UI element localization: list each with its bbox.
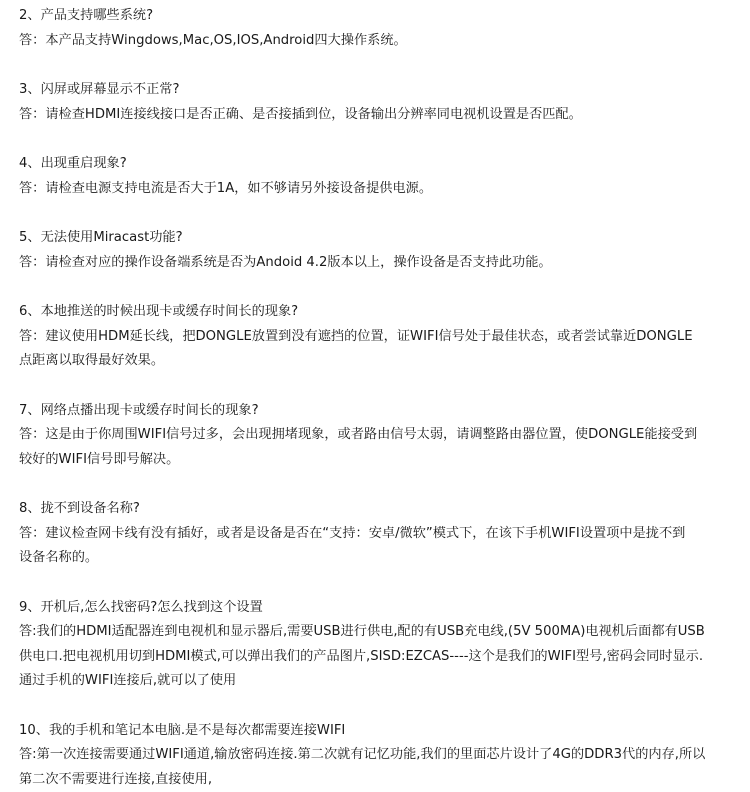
faq-answer-line: 点距离以取得最好效果。 <box>19 349 735 374</box>
faq-question: 9、开机后,怎么找密码?怎么找到这个设置 <box>19 596 735 621</box>
faq-question: 7、网络点播出现卡或缓存时间长的现象? <box>19 399 735 424</box>
faq-answer-line: 答：请检查HDMI连接线接口是否正确、是否接插到位，设备输出分辨率同电视机设置是否匹配。 <box>19 103 735 128</box>
faq-answer-line: 答：请检查电源支持电流是否大于1A，如不够请另外接设备提供电源。 <box>19 177 735 202</box>
faq-question: 5、无法使用Miracast功能? <box>19 226 735 251</box>
faq-answer-line: 答:第一次连接需要通过WIFI通道,输放密码连接.第二次就有记忆功能,我们的里面芯片设计了4G的DDR3代的内存,所以 <box>19 743 735 768</box>
faq-answer-line: 设备名称的。 <box>19 546 735 571</box>
faq-answer-line: 答：请检查对应的操作设备端系统是否为Andoid 4.2版本以上，操作设备是否支持此功能。 <box>19 251 735 276</box>
faq-question: 4、出现重启现象? <box>19 152 735 177</box>
faq-answer-line: 较好的WIFI信号即号解决。 <box>19 448 735 473</box>
faq-item <box>19 399 735 473</box>
faq-question: 10、我的手机和笔记本电脑.是不是每次都需要连接WIFI <box>19 719 735 744</box>
faq-item <box>19 497 735 571</box>
faq-answer-line: 答：建议检查网卡线有没有插好，或者是设备是否在“支持：安卓/微软”模式下，在该下手机WIFI设置项中是拢不到 <box>19 522 735 547</box>
faq-item <box>19 226 735 275</box>
faq-list <box>19 4 735 792</box>
faq-item <box>19 152 735 201</box>
faq-item <box>19 719 735 792</box>
faq-item <box>19 78 735 127</box>
faq-answer-line: 第二次不需要进行连接,直接使用, <box>19 768 735 792</box>
faq-item <box>19 4 735 53</box>
faq-answer-line: 答:我们的HDMI适配器连到电视机和显示器后,需要USB进行供电,配的有USB充电线,(5V 500MA)电视机后面都有USB <box>19 620 735 645</box>
faq-item <box>19 300 735 374</box>
faq-answer-line: 答：本产品支持Wingdows,Mac,OS,IOS,Android四大操作系统。 <box>19 29 735 54</box>
faq-answer-line: 通过手机的WIFI连接后,就可以了使用 <box>19 669 735 694</box>
faq-question: 3、闪屏或屏幕显示不正常? <box>19 78 735 103</box>
faq-item <box>19 596 735 694</box>
faq-answer-line: 答：建议使用HDM延长线，把DONGLE放置到没有遮挡的位置，证WIFI信号处于最佳状态，或者尝试靠近DONGLE <box>19 325 735 350</box>
faq-question: 6、本地推送的时候出现卡或缓存时间长的现象? <box>19 300 735 325</box>
faq-question: 2、产品支持哪些系统? <box>19 4 735 29</box>
faq-answer-line: 答：这是由于你周围WIFI信号过多，会出现拥堵现象，或者路由信号太弱，请调整路由器位置，使DONGLE能接受到 <box>19 423 735 448</box>
faq-question: 8、拢不到设备名称? <box>19 497 735 522</box>
faq-answer-line: 供电口.把电视机用切到HDMI模式,可以弹出我们的产品图片,SISD:EZCAS----这个是我们的WIFI型号,密码会同时显示. <box>19 645 735 670</box>
